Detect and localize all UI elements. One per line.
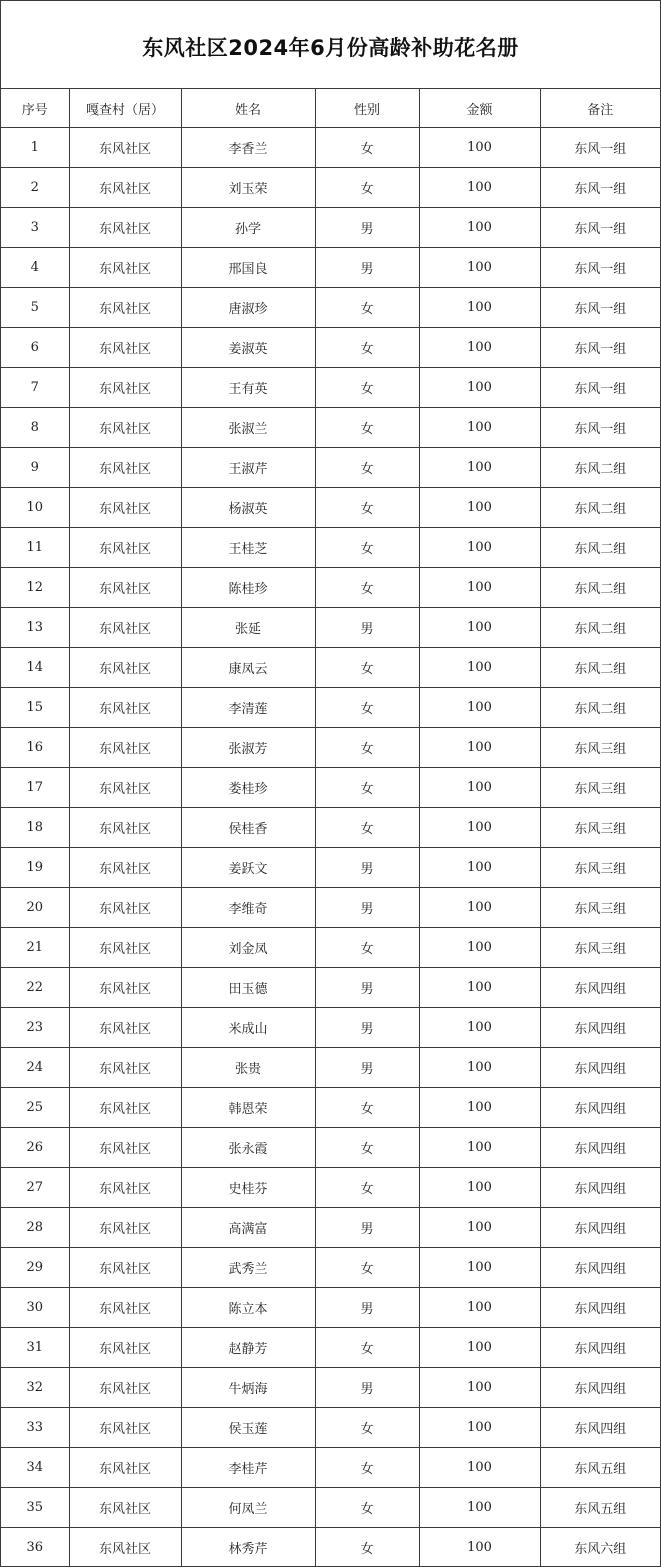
table-row	[1, 1248, 660, 1288]
cell-gender: 女	[315, 1248, 419, 1288]
cell-name: 张贵	[181, 1048, 315, 1088]
cell-gender: 女	[315, 288, 419, 328]
cell-remark: 东风四组	[540, 1368, 660, 1408]
cell-name: 杨淑英	[181, 488, 315, 528]
table-row	[1, 1488, 660, 1528]
cell-amount: 100	[419, 248, 540, 288]
cell-index: 29	[1, 1248, 69, 1288]
cell-remark: 东风二组	[540, 528, 660, 568]
cell-name: 李维奇	[181, 888, 315, 928]
cell-name: 林秀芹	[181, 1528, 315, 1567]
table-row	[1, 208, 660, 248]
cell-remark: 东风二组	[540, 688, 660, 728]
cell-remark: 东风一组	[540, 368, 660, 408]
table-row	[1, 888, 660, 928]
cell-amount: 100	[419, 1128, 540, 1168]
cell-name: 唐淑珍	[181, 288, 315, 328]
cell-index: 15	[1, 688, 69, 728]
cell-name: 陈桂珍	[181, 568, 315, 608]
cell-gender: 女	[315, 568, 419, 608]
cell-name: 李香兰	[181, 128, 315, 168]
cell-amount: 100	[419, 368, 540, 408]
cell-amount: 100	[419, 288, 540, 328]
cell-name: 侯玉莲	[181, 1408, 315, 1448]
cell-name: 高满富	[181, 1208, 315, 1248]
cell-village: 东风社区	[69, 608, 181, 648]
cell-village: 东风社区	[69, 488, 181, 528]
cell-amount: 100	[419, 1248, 540, 1288]
cell-name: 邢国良	[181, 248, 315, 288]
cell-name: 李清莲	[181, 688, 315, 728]
cell-gender: 女	[315, 128, 419, 168]
cell-remark: 东风三组	[540, 768, 660, 808]
cell-name: 侯桂香	[181, 808, 315, 848]
cell-index: 1	[1, 128, 69, 168]
cell-village: 东风社区	[69, 1488, 181, 1528]
cell-village: 东风社区	[69, 1088, 181, 1128]
cell-village: 东风社区	[69, 368, 181, 408]
table-row	[1, 168, 660, 208]
cell-amount: 100	[419, 808, 540, 848]
table-row	[1, 648, 660, 688]
cell-index: 34	[1, 1448, 69, 1488]
cell-remark: 东风一组	[540, 328, 660, 368]
table-row	[1, 608, 660, 648]
cell-index: 10	[1, 488, 69, 528]
table-row	[1, 808, 660, 848]
table-row	[1, 328, 660, 368]
header-row	[1, 89, 660, 128]
table-row	[1, 408, 660, 448]
cell-gender: 女	[315, 1088, 419, 1128]
table-row	[1, 1528, 660, 1567]
cell-remark: 东风一组	[540, 168, 660, 208]
cell-remark: 东风四组	[540, 1328, 660, 1368]
cell-name: 孙学	[181, 208, 315, 248]
cell-village: 东风社区	[69, 688, 181, 728]
cell-name: 牛炳海	[181, 1368, 315, 1408]
cell-gender: 女	[315, 928, 419, 968]
cell-amount: 100	[419, 688, 540, 728]
cell-gender: 男	[315, 608, 419, 648]
cell-amount: 100	[419, 1488, 540, 1528]
cell-village: 东风社区	[69, 1328, 181, 1368]
cell-index: 26	[1, 1128, 69, 1168]
cell-gender: 女	[315, 1528, 419, 1567]
cell-index: 28	[1, 1208, 69, 1248]
table-row	[1, 1208, 660, 1248]
cell-name: 米成山	[181, 1008, 315, 1048]
table-row	[1, 1448, 660, 1488]
cell-remark: 东风二组	[540, 448, 660, 488]
cell-index: 25	[1, 1088, 69, 1128]
cell-remark: 东风四组	[540, 1408, 660, 1448]
cell-name: 姜淑英	[181, 328, 315, 368]
cell-village: 东风社区	[69, 808, 181, 848]
cell-remark: 东风三组	[540, 848, 660, 888]
cell-name: 王有英	[181, 368, 315, 408]
cell-remark: 东风四组	[540, 1128, 660, 1168]
table-row	[1, 1288, 660, 1328]
cell-gender: 男	[315, 248, 419, 288]
cell-gender: 女	[315, 1168, 419, 1208]
table-row	[1, 288, 660, 328]
cell-name: 王淑芹	[181, 448, 315, 488]
cell-amount: 100	[419, 1448, 540, 1488]
cell-village: 东风社区	[69, 1368, 181, 1408]
cell-village: 东风社区	[69, 168, 181, 208]
cell-index: 19	[1, 848, 69, 888]
header-amount: 金额	[419, 89, 540, 128]
cell-remark: 东风四组	[540, 1048, 660, 1088]
cell-village: 东风社区	[69, 248, 181, 288]
cell-index: 11	[1, 528, 69, 568]
cell-amount: 100	[419, 728, 540, 768]
table-row	[1, 928, 660, 968]
cell-index: 12	[1, 568, 69, 608]
cell-gender: 女	[315, 328, 419, 368]
cell-gender: 男	[315, 848, 419, 888]
table-row	[1, 688, 660, 728]
cell-remark: 东风四组	[540, 1168, 660, 1208]
cell-remark: 东风三组	[540, 728, 660, 768]
cell-village: 东风社区	[69, 208, 181, 248]
cell-village: 东风社区	[69, 1248, 181, 1288]
cell-name: 李桂芹	[181, 1448, 315, 1488]
table-row	[1, 1368, 660, 1408]
cell-village: 东风社区	[69, 1288, 181, 1328]
cell-gender: 女	[315, 168, 419, 208]
cell-index: 36	[1, 1528, 69, 1567]
cell-village: 东风社区	[69, 1128, 181, 1168]
table-row	[1, 968, 660, 1008]
cell-remark: 东风二组	[540, 648, 660, 688]
cell-amount: 100	[419, 128, 540, 168]
cell-amount: 100	[419, 648, 540, 688]
cell-village: 东风社区	[69, 888, 181, 928]
cell-gender: 女	[315, 368, 419, 408]
cell-gender: 女	[315, 1448, 419, 1488]
table-row	[1, 1008, 660, 1048]
cell-index: 2	[1, 168, 69, 208]
cell-amount: 100	[419, 208, 540, 248]
cell-amount: 100	[419, 1408, 540, 1448]
cell-village: 东风社区	[69, 968, 181, 1008]
cell-amount: 100	[419, 168, 540, 208]
cell-amount: 100	[419, 488, 540, 528]
cell-gender: 女	[315, 1488, 419, 1528]
cell-index: 18	[1, 808, 69, 848]
header-index: 序号	[1, 89, 69, 128]
cell-gender: 男	[315, 1368, 419, 1408]
cell-gender: 女	[315, 408, 419, 448]
cell-gender: 男	[315, 888, 419, 928]
cell-name: 娄桂珍	[181, 768, 315, 808]
cell-index: 13	[1, 608, 69, 648]
cell-name: 陈立本	[181, 1288, 315, 1328]
cell-remark: 东风一组	[540, 208, 660, 248]
table-body	[1, 128, 660, 1567]
document-title: 东风社区2024年6月份高龄补助花名册	[142, 35, 519, 60]
cell-amount: 100	[419, 1368, 540, 1408]
cell-remark: 东风一组	[540, 248, 660, 288]
cell-index: 27	[1, 1168, 69, 1208]
cell-remark: 东风二组	[540, 568, 660, 608]
cell-village: 东风社区	[69, 1168, 181, 1208]
table-row	[1, 1328, 660, 1368]
cell-gender: 女	[315, 528, 419, 568]
cell-amount: 100	[419, 1328, 540, 1368]
cell-index: 7	[1, 368, 69, 408]
cell-index: 32	[1, 1368, 69, 1408]
table-row	[1, 1128, 660, 1168]
cell-village: 东风社区	[69, 1408, 181, 1448]
table-row	[1, 248, 660, 288]
cell-village: 东风社区	[69, 568, 181, 608]
cell-amount: 100	[419, 1088, 540, 1128]
table-row	[1, 368, 660, 408]
cell-index: 35	[1, 1488, 69, 1528]
table-row	[1, 728, 660, 768]
cell-name: 张延	[181, 608, 315, 648]
cell-village: 东风社区	[69, 728, 181, 768]
cell-index: 23	[1, 1008, 69, 1048]
cell-gender: 女	[315, 488, 419, 528]
cell-gender: 女	[315, 768, 419, 808]
cell-village: 东风社区	[69, 408, 181, 448]
cell-remark: 东风四组	[540, 1208, 660, 1248]
cell-amount: 100	[419, 328, 540, 368]
cell-gender: 男	[315, 968, 419, 1008]
cell-amount: 100	[419, 1288, 540, 1328]
cell-gender: 男	[315, 1208, 419, 1248]
cell-village: 东风社区	[69, 288, 181, 328]
cell-amount: 100	[419, 968, 540, 1008]
cell-index: 4	[1, 248, 69, 288]
table-row	[1, 128, 660, 168]
cell-index: 30	[1, 1288, 69, 1328]
cell-gender: 女	[315, 728, 419, 768]
cell-gender: 女	[315, 808, 419, 848]
cell-village: 东风社区	[69, 328, 181, 368]
table-row	[1, 568, 660, 608]
cell-amount: 100	[419, 608, 540, 648]
cell-amount: 100	[419, 1208, 540, 1248]
cell-index: 9	[1, 448, 69, 488]
cell-remark: 东风三组	[540, 928, 660, 968]
cell-village: 东风社区	[69, 1208, 181, 1248]
cell-name: 韩恩荣	[181, 1088, 315, 1128]
table-row	[1, 848, 660, 888]
cell-index: 22	[1, 968, 69, 1008]
cell-remark: 东风四组	[540, 1008, 660, 1048]
cell-gender: 男	[315, 1008, 419, 1048]
table-row	[1, 488, 660, 528]
cell-village: 东风社区	[69, 448, 181, 488]
table-header	[1, 89, 660, 128]
cell-amount: 100	[419, 1168, 540, 1208]
table-row	[1, 768, 660, 808]
cell-gender: 男	[315, 1288, 419, 1328]
cell-gender: 男	[315, 208, 419, 248]
cell-name: 张淑兰	[181, 408, 315, 448]
cell-village: 东风社区	[69, 1528, 181, 1567]
cell-remark: 东风五组	[540, 1488, 660, 1528]
cell-village: 东风社区	[69, 648, 181, 688]
cell-name: 刘玉荣	[181, 168, 315, 208]
cell-index: 33	[1, 1408, 69, 1448]
cell-gender: 女	[315, 1328, 419, 1368]
cell-remark: 东风三组	[540, 888, 660, 928]
cell-name: 刘金凤	[181, 928, 315, 968]
cell-name: 史桂芬	[181, 1168, 315, 1208]
cell-remark: 东风四组	[540, 1288, 660, 1328]
cell-village: 东风社区	[69, 1048, 181, 1088]
cell-amount: 100	[419, 768, 540, 808]
cell-index: 8	[1, 408, 69, 448]
table-row	[1, 1168, 660, 1208]
header-village: 嘎查村（居）	[69, 89, 181, 128]
cell-index: 21	[1, 928, 69, 968]
cell-village: 东风社区	[69, 1008, 181, 1048]
cell-index: 6	[1, 328, 69, 368]
cell-remark: 东风五组	[540, 1448, 660, 1488]
cell-remark: 东风一组	[540, 288, 660, 328]
cell-remark: 东风一组	[540, 408, 660, 448]
cell-gender: 女	[315, 1128, 419, 1168]
cell-name: 何凤兰	[181, 1488, 315, 1528]
cell-gender: 男	[315, 1048, 419, 1088]
cell-remark: 东风四组	[540, 1088, 660, 1128]
cell-village: 东风社区	[69, 1448, 181, 1488]
cell-village: 东风社区	[69, 128, 181, 168]
cell-index: 3	[1, 208, 69, 248]
cell-index: 17	[1, 768, 69, 808]
header-remark: 备注	[540, 89, 660, 128]
cell-remark: 东风三组	[540, 808, 660, 848]
cell-index: 20	[1, 888, 69, 928]
header-name: 姓名	[181, 89, 315, 128]
cell-amount: 100	[419, 1008, 540, 1048]
cell-index: 16	[1, 728, 69, 768]
cell-gender: 女	[315, 648, 419, 688]
cell-name: 张永霞	[181, 1128, 315, 1168]
cell-gender: 女	[315, 688, 419, 728]
cell-village: 东风社区	[69, 928, 181, 968]
cell-index: 5	[1, 288, 69, 328]
header-gender: 性别	[315, 89, 419, 128]
cell-amount: 100	[419, 1048, 540, 1088]
cell-amount: 100	[419, 1528, 540, 1567]
table-row	[1, 528, 660, 568]
cell-index: 14	[1, 648, 69, 688]
cell-remark: 东风二组	[540, 608, 660, 648]
cell-amount: 100	[419, 888, 540, 928]
cell-remark: 东风一组	[540, 128, 660, 168]
cell-remark: 东风四组	[540, 1248, 660, 1288]
cell-village: 东风社区	[69, 528, 181, 568]
cell-name: 姜跃文	[181, 848, 315, 888]
cell-name: 康凤云	[181, 648, 315, 688]
cell-remark: 东风四组	[540, 968, 660, 1008]
cell-name: 王桂芝	[181, 528, 315, 568]
cell-amount: 100	[419, 528, 540, 568]
cell-amount: 100	[419, 408, 540, 448]
table-row	[1, 1088, 660, 1128]
cell-amount: 100	[419, 848, 540, 888]
cell-gender: 女	[315, 448, 419, 488]
roster-table	[1, 88, 660, 1567]
cell-name: 田玉德	[181, 968, 315, 1008]
cell-index: 31	[1, 1328, 69, 1368]
cell-gender: 女	[315, 1408, 419, 1448]
table-row	[1, 448, 660, 488]
cell-index: 24	[1, 1048, 69, 1088]
cell-village: 东风社区	[69, 768, 181, 808]
cell-village: 东风社区	[69, 848, 181, 888]
cell-amount: 100	[419, 448, 540, 488]
cell-name: 武秀兰	[181, 1248, 315, 1288]
cell-name: 张淑芳	[181, 728, 315, 768]
table-row	[1, 1048, 660, 1088]
cell-remark: 东风六组	[540, 1528, 660, 1567]
table-row	[1, 1408, 660, 1448]
cell-amount: 100	[419, 568, 540, 608]
cell-name: 赵静芳	[181, 1328, 315, 1368]
cell-amount: 100	[419, 928, 540, 968]
cell-remark: 东风二组	[540, 488, 660, 528]
